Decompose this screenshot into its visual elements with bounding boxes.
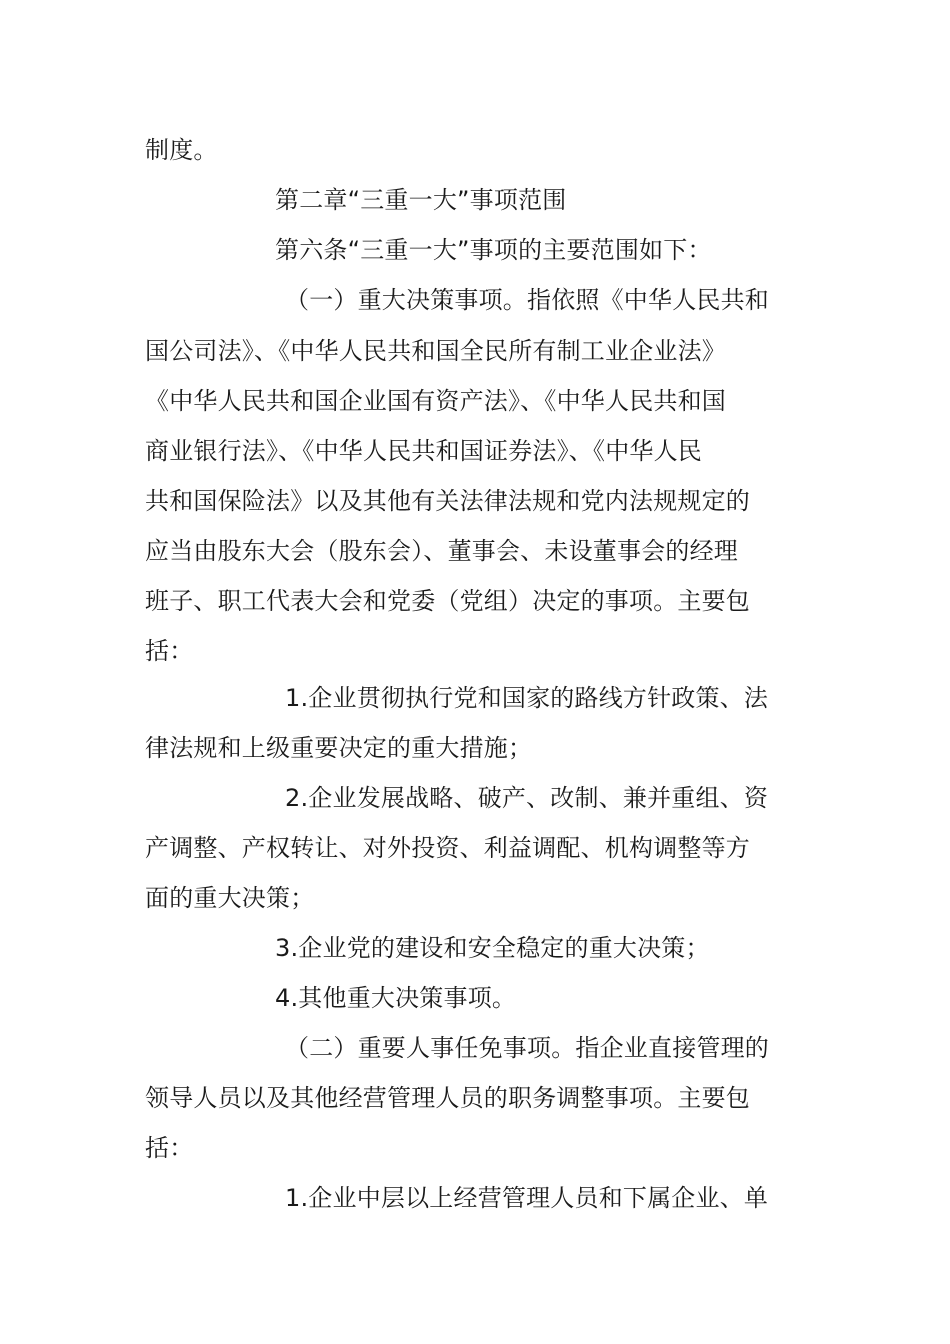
text-line: 班子、职工代表大会和党委（党组）决定的事项。主要包 bbox=[145, 587, 750, 615]
text-line: 括： bbox=[145, 637, 194, 665]
text-line: 《中华人民共和国企业国有资产法》、《中华人民共和国 bbox=[145, 387, 726, 415]
text-line: 制度。 bbox=[145, 136, 218, 164]
text-line: 应当由股东大会（股东会）、董事会、未设董事会的经理 bbox=[145, 537, 738, 565]
text-line: 领导人员以及其他经营管理人员的职务调整事项。主要包 bbox=[145, 1084, 750, 1112]
chapter-heading: 第二章“三重一大”事项范围 bbox=[275, 186, 567, 214]
text-line: 律法规和上级重要决定的重大措施； bbox=[145, 734, 533, 762]
text-line: 产调整、产权转让、对外投资、利益调配、机构调整等方 bbox=[145, 834, 750, 862]
text-line: 面的重大决策； bbox=[145, 884, 315, 912]
text-line: 3.企业党的建设和安全稳定的重大决策； bbox=[275, 934, 710, 962]
text-line: 4.其他重大决策事项。 bbox=[275, 984, 517, 1012]
text-line: 1.企业中层以上经营管理人员和下属企业、单 bbox=[285, 1184, 769, 1212]
text-line: （一）重大决策事项。指依照《中华人民共和 bbox=[285, 286, 769, 314]
text-line: 共和国保险法》以及其他有关法律法规和党内法规规定的 bbox=[145, 487, 750, 515]
text-line: 括： bbox=[145, 1134, 194, 1162]
text-line: （二）重要人事任免事项。指企业直接管理的 bbox=[285, 1034, 769, 1062]
article-heading: 第六条“三重一大”事项的主要范围如下： bbox=[275, 236, 712, 264]
text-line: 2.企业发展战略、破产、改制、兼并重组、资 bbox=[285, 784, 769, 812]
text-line: 国公司法》、《中华人民共和国全民所有制工业企业法》 bbox=[145, 337, 726, 365]
text-line: 1.企业贯彻执行党和国家的路线方针政策、法 bbox=[285, 684, 769, 712]
text-line: 商业银行法》、《中华人民共和国证券法》、《中华人民 bbox=[145, 437, 702, 465]
